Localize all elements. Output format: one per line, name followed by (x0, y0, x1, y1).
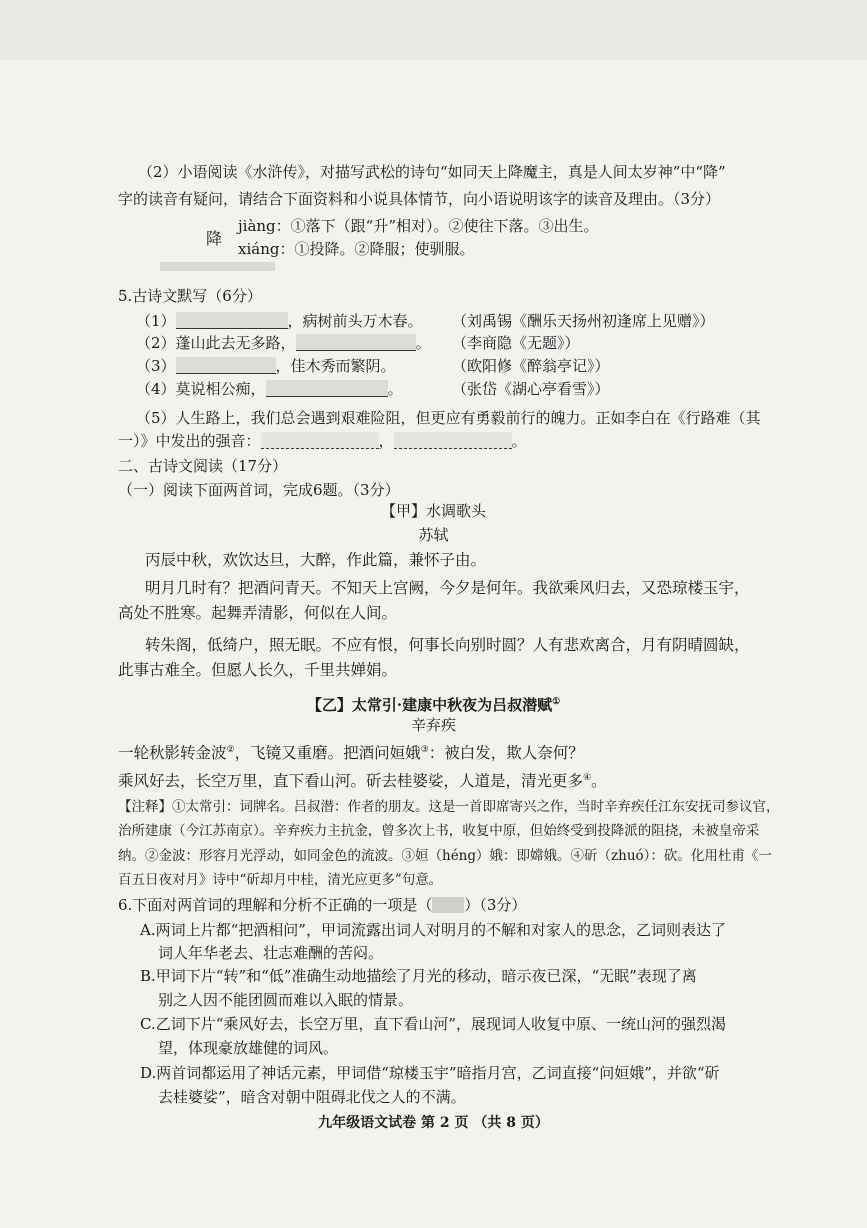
scan-top-edge (0, 0, 867, 60)
q2-char: 降 (206, 229, 223, 248)
footnote-marker: ④ (583, 773, 592, 783)
verse-text: ，飞镜又重磨。把酒问姮娥 (234, 744, 421, 763)
section-2-title: 二、古诗文阅读（17分） (118, 457, 288, 475)
q2-jiang-definition: jiàng：①落下（跟“升”相对）。②使往下落。③出生。 (238, 217, 599, 235)
scan-smudge (160, 262, 275, 271)
verse-text: ：被白发，欺人奈何？ (428, 744, 584, 763)
item-text: ，佳木秀而繁阴。 (275, 357, 396, 375)
section-2-sub: （一）阅读下面两首词，完成6题。（3分） (118, 481, 400, 499)
notes-line-2: 治所建康（今江苏南京）。辛弃疾力主抗金，曾多次上书，收复中原，但始终受到投降派的阻挠，未被皇帝采 (118, 823, 760, 839)
q2-line-2: 字的读音有疑问，请结合下面资料和小说具体情节，向小语说明该字的读音及理由。（3分） (118, 190, 721, 208)
notes-line-4: 百五日夜对月》诗中“斫却月中桂，清光应更多”句意。 (118, 872, 443, 888)
q6-stem-text: 6.下面对两首词的理解和分析不正确的一项是（ (118, 896, 433, 914)
q5-item-5-line-1: （5）人生路上，我们总会遇到艰难险阻，但更应有勇毅前行的魄力。正如李白在《行路难（其 (136, 409, 761, 427)
item-number: （2） (136, 334, 176, 352)
poem-b-title (0, 691, 867, 716)
item-text: ，病树前头万木春。 (287, 312, 423, 330)
q5-source-2: （李商隐《无题》） (452, 334, 580, 352)
q5-source-1: （刘禹锡《酬乐天扬州初逢席上见赠》） (452, 312, 715, 330)
end-mark: 。 (511, 432, 527, 450)
q6-stem-end: ）（3分） (464, 896, 527, 914)
item-number: （1） (136, 312, 176, 330)
poem-b-line-2 (118, 767, 607, 792)
verse-text: 一轮秋影转金波 (118, 744, 227, 763)
q5-source-3: （欧阳修《醉翁亭记》） (452, 357, 610, 375)
item-text-before: 蓬山此去无多路， (175, 334, 296, 352)
poem-a-line-3: 转朱阁，低绮户，照无眠。不应有恨，何事长向别时圆？人有悲欢离合，月有阴晴圆缺， (145, 636, 750, 654)
verse-text: 。 (591, 772, 607, 791)
page-footer: 九年级语文试卷 第 2 页 （共 8 页） (318, 1115, 549, 1131)
item-text-before: 莫说相公痴， (175, 380, 266, 398)
verse-text: 乘风好去，长空万里，直下看山河。斫去桂婆娑，人道是，清光更多 (118, 772, 584, 791)
q6-option-c-line-1: C.乙词下片“乘风好去，长空万里，直下看山河”，展现词人收复中原、一统山河的强烈渴 (140, 1015, 727, 1033)
poem-b-author: 辛弃疾 (410, 716, 456, 734)
poem-b-line-1 (118, 739, 584, 764)
item-number: （3） (136, 357, 176, 375)
item-text: 。 (387, 380, 403, 398)
q5-source-4: （张岱《湖心亭看雪》） (452, 380, 610, 398)
q6-option-b-line-1: B.甲词下片“转”和“低”准确生动地描绘了月光的移动，暗示夜已深，“无眠”表现了离 (140, 967, 697, 985)
footnote-marker: ③ (420, 745, 429, 755)
item-text: 一）》中发出的强音： (118, 432, 261, 450)
q6-option-d-line-2: 去桂婆娑”，暗含对朝中阻碍北伐之人的不满。 (158, 1088, 466, 1106)
item-text: 。 (415, 334, 431, 352)
item-number: （4） (136, 380, 176, 398)
q5-item-2 (136, 332, 431, 354)
poem-b-title-text: 【乙】太常引·建康中秋夜为吕叔潜赋 (306, 696, 553, 714)
poem-a-title: 【甲】水调歌头 (380, 502, 486, 520)
answer-blank-1[interactable] (176, 312, 288, 329)
footnote-marker: ① (552, 697, 561, 707)
poem-a-line-2: 高处不胜寒。起舞弄清影，何似在人间。 (118, 604, 398, 622)
separator: ， (378, 432, 394, 450)
q5-item-5-line-2 (118, 430, 527, 452)
answer-blank-5b[interactable] (394, 432, 512, 449)
poem-a-author: 苏轼 (418, 526, 449, 544)
q2-line-1: （2）小语阅读《水浒传》，对描写武松的诗句“如同天上降魔主，真是人间太岁神”中“降” (138, 163, 726, 181)
q2-xiang-definition: xiáng：①投降。②降服；使驯服。 (238, 240, 475, 258)
q5-item-4 (136, 378, 403, 400)
poem-a-line-1: 明月几时有？把酒问青天。不知天上宫阙，今夕是何年。我欲乘风归去，又恐琼楼玉宇， (145, 579, 750, 597)
answer-blank-4[interactable] (266, 380, 388, 397)
q6-option-c-line-2: 望，体现豪放雄健的词风。 (158, 1039, 339, 1057)
q5-title: 5.古诗文默写（6分） (118, 287, 262, 305)
answer-blank-3[interactable] (176, 357, 276, 374)
q6-stem (118, 894, 526, 916)
answer-blank-5a[interactable] (261, 432, 379, 449)
poem-a-preface: 丙辰中秋，欢饮达旦，大醉，作此篇，兼怀子由。 (145, 551, 487, 569)
notes-line-1: 【注释】①太常引：词牌名。吕叔潜：作者的朋友。这是一首即席寄兴之作，当时辛弃疾任江东安抚司参议官， (118, 799, 780, 815)
q6-option-a-line-2: 词人年华老去、壮志难酬的苦闷。 (158, 944, 384, 962)
q6-option-d-line-1: D.两首词都运用了神话元素，甲词借“琼楼玉宇”暗指月宫，乙词直接“问姮娥”，并欲“斫 (140, 1064, 720, 1082)
q6-option-a-line-1: A.两词上片都“把酒相问”，甲词流露出词人对明月的不解和对家人的思念，乙词则表达了 (140, 921, 726, 939)
poem-a-line-4: 此事古难全。但愿人长久，千里共婵娟。 (118, 661, 398, 679)
notes-line-3: 纳。②金波：形容月光浮动，如同金色的流波。③姮（héng）娥：即嫦娥。④斫（zhuó）：砍。化用杜甫《一 (118, 848, 772, 864)
q6-option-b-line-2: 别之人因不能团圆而难以入眠的情景。 (158, 991, 414, 1009)
q6-answer-box[interactable] (432, 897, 464, 913)
q5-item-1 (136, 310, 423, 332)
footnote-marker: ② (226, 745, 235, 755)
answer-blank-2[interactable] (296, 334, 416, 351)
q5-item-3 (136, 355, 396, 377)
